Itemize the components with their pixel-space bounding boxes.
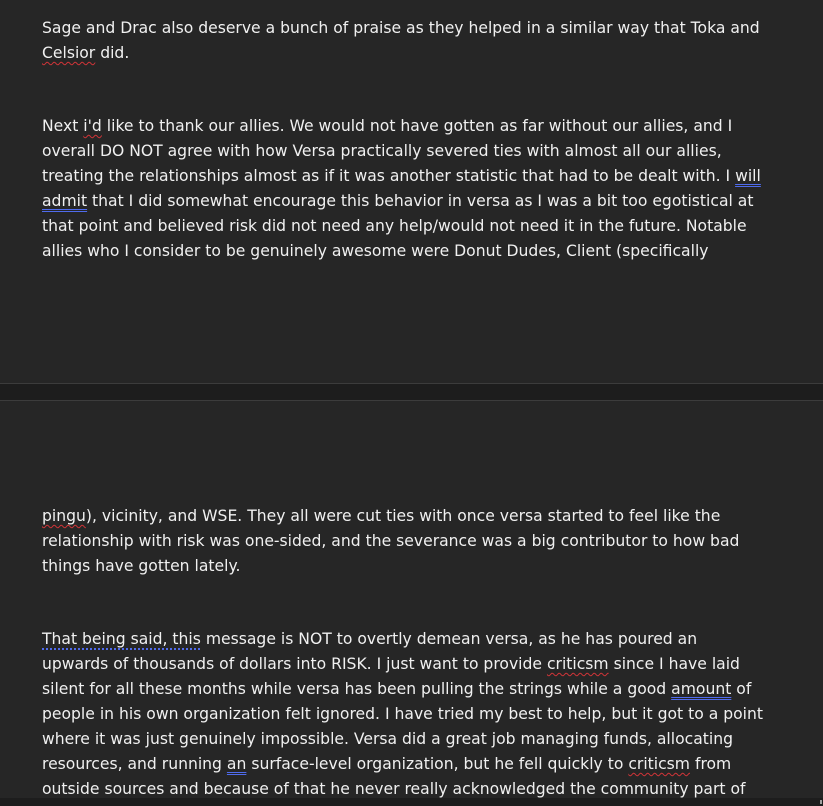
text-line (42, 239, 709, 264)
text-run: resources, and running (42, 755, 227, 773)
grammar-suggestion[interactable]: will (735, 167, 761, 185)
text-run: ), vicinity, and WSE. They all were cut ties with once versa started to feel like the (85, 507, 721, 525)
text-run: overall DO NOT agree with how Versa practically severed ties with almost all our allies, (42, 142, 722, 160)
document-page-2[interactable] (0, 401, 823, 806)
text-run: things have gotten lately. (42, 557, 241, 575)
misspelled-word[interactable]: i'd (83, 117, 102, 135)
text-run: relationship with risk was one-sided, and the severance was a big contributor to how bad (42, 532, 740, 550)
text-run: treating the relationships almost as if it was another statistic that had to be dealt with. I (42, 167, 736, 185)
status-bar-edge (0, 798, 823, 806)
text-line (42, 189, 753, 214)
text-line (42, 504, 720, 529)
grammar-suggestion[interactable]: amount (671, 680, 732, 698)
text-line (42, 752, 731, 777)
text-run: of (731, 680, 752, 698)
text-run: people in his own organization felt ignored. I have tried my best to help, but it got to a point (42, 705, 763, 723)
text-run: since I have laid (608, 655, 740, 673)
text-line (42, 677, 751, 702)
text-run: Sage and Drac also deserve a bunch of praise as they helped in a similar way that Toka and (42, 19, 760, 37)
text-run: like to thank our allies. We would not have gotten as far without our allies, and I (101, 117, 733, 135)
page-break (0, 383, 823, 401)
misspelled-word[interactable]: pingu (42, 507, 86, 525)
text-run: allies who I consider to be genuinely awesome were Donut Dudes, Client (specifically (42, 242, 709, 260)
text-line (42, 727, 733, 752)
text-line (42, 214, 747, 239)
grammar-suggestion[interactable]: admit (42, 192, 88, 210)
misspelled-word[interactable]: criticsm (628, 755, 690, 773)
text-run: did. (95, 44, 130, 62)
text-line (42, 16, 760, 41)
text-line (42, 41, 129, 66)
text-run: that point and believed risk did not need any help/would not need it in the future. Notable (42, 217, 747, 235)
text-line (42, 164, 761, 189)
text-run: Next (42, 117, 84, 135)
text-line (42, 529, 739, 554)
text-line (42, 702, 763, 727)
text-line (42, 554, 240, 579)
text-line (42, 114, 732, 139)
misspelled-word[interactable]: criticsm (546, 655, 609, 673)
text-line (42, 627, 697, 652)
text-run: from (690, 755, 732, 773)
text-run: surface-level organization, but he fell quickly to (246, 755, 629, 773)
text-run: silent for all these months while versa has been pulling the strings while a good (42, 680, 672, 698)
text-run: message is NOT to overtly demean versa, as he has poured an (200, 630, 698, 648)
misspelled-word[interactable]: Celsior (42, 44, 96, 62)
text-run: outside sources and because of that he never really acknowledged the community part of (42, 780, 746, 798)
grammar-suggestion[interactable]: an (226, 755, 247, 773)
text-line (42, 139, 722, 164)
text-run: upwards of thousands of dollars into RISK. I just want to provide (42, 655, 547, 673)
scrollbar-thumb[interactable] (820, 800, 822, 804)
text-run: that I did somewhat encourage this behavior in versa as I was a bit too egotistical at (87, 192, 754, 210)
document-page-1[interactable] (0, 0, 823, 383)
text-run: where it was just genuinely impossible. Versa did a great job managing funds, allocating (42, 730, 733, 748)
text-line (42, 652, 740, 677)
clarity-suggestion[interactable]: That being said, this (42, 630, 201, 648)
